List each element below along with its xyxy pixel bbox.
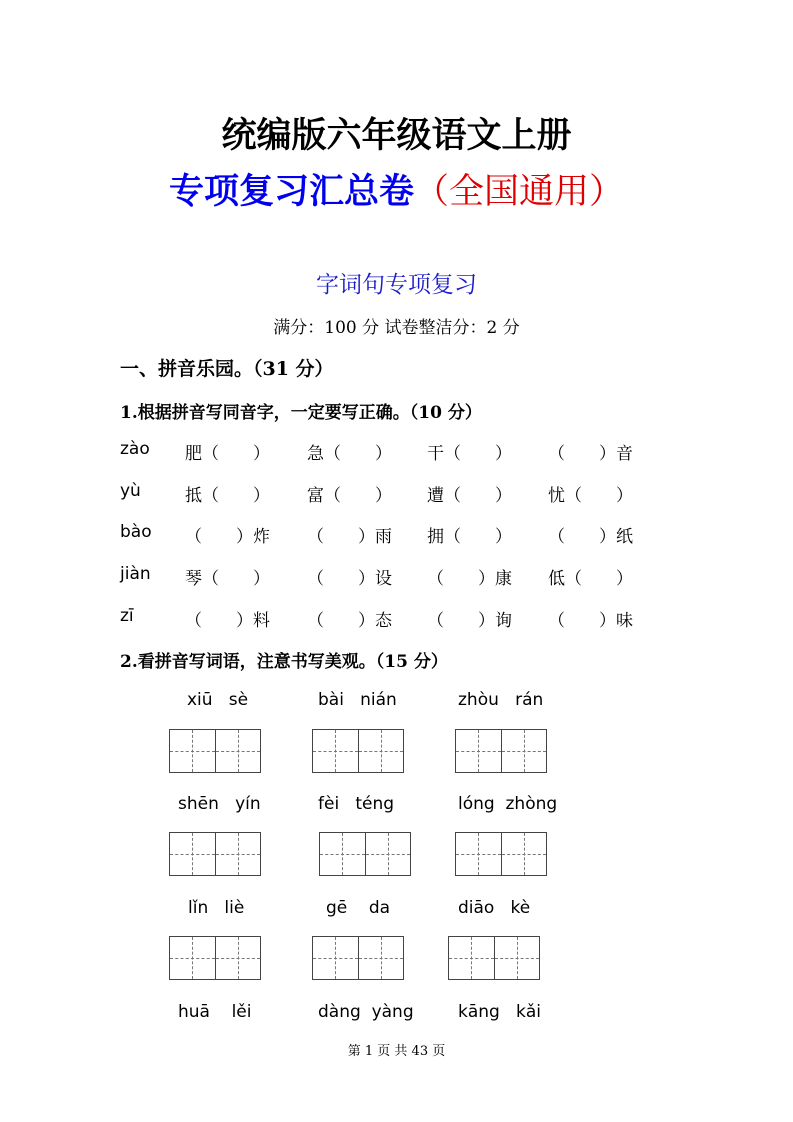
q1-blank-item[interactable]: （ ）态 xyxy=(307,611,392,631)
writing-grid[interactable] xyxy=(169,729,261,773)
section-title: 字词句专项复习 xyxy=(316,272,477,298)
q1-blank-item[interactable]: （ ）味 xyxy=(548,611,633,631)
q2-pinyin-label: dàng yàng xyxy=(318,1002,414,1022)
q1-blank-item[interactable]: （ ）设 xyxy=(307,569,392,589)
q1-blank-item[interactable]: （ ）炸 xyxy=(185,527,270,547)
q1-row-pinyin: zào xyxy=(120,439,150,459)
q1-blank-item[interactable]: 急（ ） xyxy=(307,444,392,464)
q1-blank-item[interactable]: （ ）询 xyxy=(427,611,512,631)
q1-blank-item[interactable]: 肥（ ） xyxy=(185,444,270,464)
writing-grid[interactable] xyxy=(448,936,540,980)
q1-blank-item[interactable]: （ ）料 xyxy=(185,611,270,631)
grid-cell[interactable] xyxy=(359,937,404,979)
grid-cell[interactable] xyxy=(502,833,547,875)
q1-heading: 1.根据拼音写同音字，一定要写正确。（10 分） xyxy=(120,403,482,423)
grid-cell[interactable] xyxy=(495,937,540,979)
writing-grid[interactable] xyxy=(312,936,404,980)
q1-blank-item[interactable]: （ ）雨 xyxy=(307,527,392,547)
grid-cell[interactable] xyxy=(216,833,261,875)
writing-grid[interactable] xyxy=(169,832,261,876)
grid-cell[interactable] xyxy=(366,833,411,875)
q2-pinyin-label: zhòu rán xyxy=(458,690,544,710)
q1-blank-item[interactable]: 遭（ ） xyxy=(427,486,512,506)
writing-grid[interactable] xyxy=(455,729,547,773)
q1-blank-item[interactable]: （ ）纸 xyxy=(548,527,633,547)
subtitle-main: 专项复习汇总卷 xyxy=(168,171,414,212)
q1-blank-item[interactable]: （ ）音 xyxy=(548,444,633,464)
q2-pinyin-label: huā lěi xyxy=(178,1002,252,1022)
grid-cell[interactable] xyxy=(456,833,502,875)
grid-cell[interactable] xyxy=(170,833,216,875)
q2-pinyin-label: gē da xyxy=(326,898,391,918)
grid-cell[interactable] xyxy=(216,937,261,979)
grid-cell[interactable] xyxy=(216,730,261,772)
q1-blank-item[interactable]: （ ）康 xyxy=(427,569,512,589)
document-title: 统编版六年级语文上册 xyxy=(221,115,572,156)
q2-pinyin-label: kāng kǎi xyxy=(458,1002,542,1022)
q2-pinyin-label: xiū sè xyxy=(187,690,249,710)
subtitle-paren: （全国通用） xyxy=(414,172,625,212)
q1-row-pinyin: zī xyxy=(120,606,134,626)
document-subtitle xyxy=(0,164,793,214)
q1-blank-item[interactable]: 干（ ） xyxy=(427,444,512,464)
q1-blank-item[interactable]: 琴（ ） xyxy=(185,569,270,589)
q2-pinyin-label: shēn yín xyxy=(178,794,261,814)
writing-grid[interactable] xyxy=(312,729,404,773)
grid-cell[interactable] xyxy=(170,730,216,772)
writing-grid[interactable] xyxy=(455,832,547,876)
q1-blank-item[interactable]: 拥（ ） xyxy=(427,527,512,547)
q1-blank-item[interactable]: 富（ ） xyxy=(307,486,392,506)
grid-cell[interactable] xyxy=(502,730,547,772)
grid-cell[interactable] xyxy=(313,730,359,772)
q2-pinyin-label: diāo kè xyxy=(458,898,531,918)
q2-pinyin-label: lóng zhòng xyxy=(458,794,558,814)
writing-grid[interactable] xyxy=(169,936,261,980)
q1-row-pinyin: jiàn xyxy=(120,564,151,584)
grid-cell[interactable] xyxy=(313,937,359,979)
page-footer: 第 1 页 共 43 页 xyxy=(347,1044,446,1059)
grid-cell[interactable] xyxy=(449,937,495,979)
part1-heading: 一、拼音乐园。（31 分） xyxy=(120,358,334,380)
writing-grid[interactable] xyxy=(319,832,411,876)
grid-cell[interactable] xyxy=(320,833,366,875)
q2-pinyin-label: lǐn liè xyxy=(188,898,245,918)
q1-blank-item[interactable]: 低（ ） xyxy=(548,569,633,589)
grid-cell[interactable] xyxy=(170,937,216,979)
q1-blank-item[interactable]: 抵（ ） xyxy=(185,486,270,506)
q1-blank-item[interactable]: 忧（ ） xyxy=(548,486,633,506)
q1-row-pinyin: bào xyxy=(120,522,152,542)
q2-pinyin-label: bài nián xyxy=(318,690,397,710)
grid-cell[interactable] xyxy=(359,730,404,772)
q2-pinyin-label: fèi téng xyxy=(318,794,395,814)
q2-heading: 2.看拼音写词语，注意书写美观。（15 分） xyxy=(120,652,448,672)
q1-row-pinyin: yù xyxy=(120,481,141,501)
score-info: 满分：100 分 试卷整洁分：2 分 xyxy=(273,318,520,338)
grid-cell[interactable] xyxy=(456,730,502,772)
